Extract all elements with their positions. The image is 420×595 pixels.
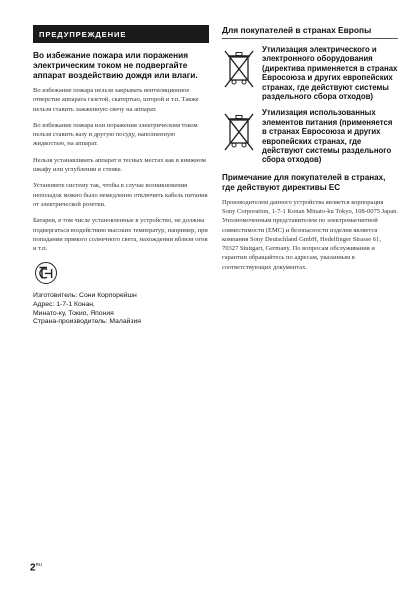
manufacturer-line: Страна-производитель: Малайзия: [33, 318, 141, 326]
right-column: [222, 25, 398, 272]
rst-certification-mark: [35, 262, 57, 284]
left-column: [33, 25, 209, 327]
warning-paragraph: Во избежание пожара нельзя закрывать вентиляционное отверстие аппарата газетой, скатертью, шторой и т.п. Также нельзя ставить зажженную свечу на аппарат.: [33, 87, 199, 113]
eu-note-body: Производителем данного устройства является корпорация Sony Corporation, 1-7-1 Konan Minato-ku Tokyo, 108-0075 Japan. Уполномоченным представителем по электромагнитной совместимости (EMC) и безопасности изделия является компания Sony Deutschland GmbH, Hedelfinger Strasse 61, 70327 Stuttgart, Germany. По вопросам обслуживания и гарантии обращайтесь по адресам, указанным в соответствующих документах.: [222, 198, 398, 271]
warning-paragraph: Батареи, в том числе установленные в устройство, не должны подвергаться воздействию высоких температур, например, при попадании прямого солнечного света, нахождении вблизи огня и т.п.: [33, 217, 208, 253]
page-number-value: 2: [30, 562, 36, 574]
page-number: [30, 562, 42, 573]
crossed-bin-icon: [222, 48, 256, 90]
warning-paragraph: Нельзя устанавливать аппарат в тесных местах как в книжном шкафу или углублении в стенке.: [33, 156, 206, 174]
warning-paragraph: Установите систему так, чтобы в случае возникновения неполадок можно было немедленно отключить кабель питания от электрической розетки.: [33, 182, 208, 208]
europe-section-title: Для покупателей в странах Европы: [222, 25, 398, 39]
disposal-batteries-text: Утилизация использованных элементов питания (применяется в странах Евросоюза и других европейских странах, где действуют системы раздельного сбора отходов): [262, 108, 393, 165]
crossed-bin-icon: [222, 111, 256, 153]
manufacturer-info: [33, 292, 209, 326]
manufacturer-line: Адрес: 1-7-1 Конан,: [33, 301, 95, 309]
rst-mark-icon: [38, 266, 54, 280]
warning-lead: Во избежание пожара или поражения электрическим током не подвергайте аппарат воздействию дождя или влаги.: [33, 50, 198, 80]
disposal-equipment-text: Утилизация электрического и электронного оборудования (директива применяется в странах Евросоюза и других европейских странах, где действуют системы раздельного сбора отходов): [262, 45, 398, 102]
disposal-item-equipment: [222, 45, 398, 101]
manufacturer-line: Изготовитель: Сони Корпорейшн: [33, 292, 137, 300]
warning-heading: ПРЕДУПРЕЖДЕНИЕ: [33, 25, 209, 43]
warning-paragraph: Во избежание пожара или поражения электрическим током нельзя ставить вазу и другую посуду, наполненную жидкостью, на аппарат.: [33, 121, 198, 148]
manufacturer-line: Минато-ку, Токио, Япония: [33, 309, 114, 317]
eu-note-title: Примечание для покупателей в странах, где действуют директивы ЕС: [222, 172, 386, 192]
disposal-item-batteries: [222, 108, 398, 164]
language-code: RU: [35, 562, 43, 567]
